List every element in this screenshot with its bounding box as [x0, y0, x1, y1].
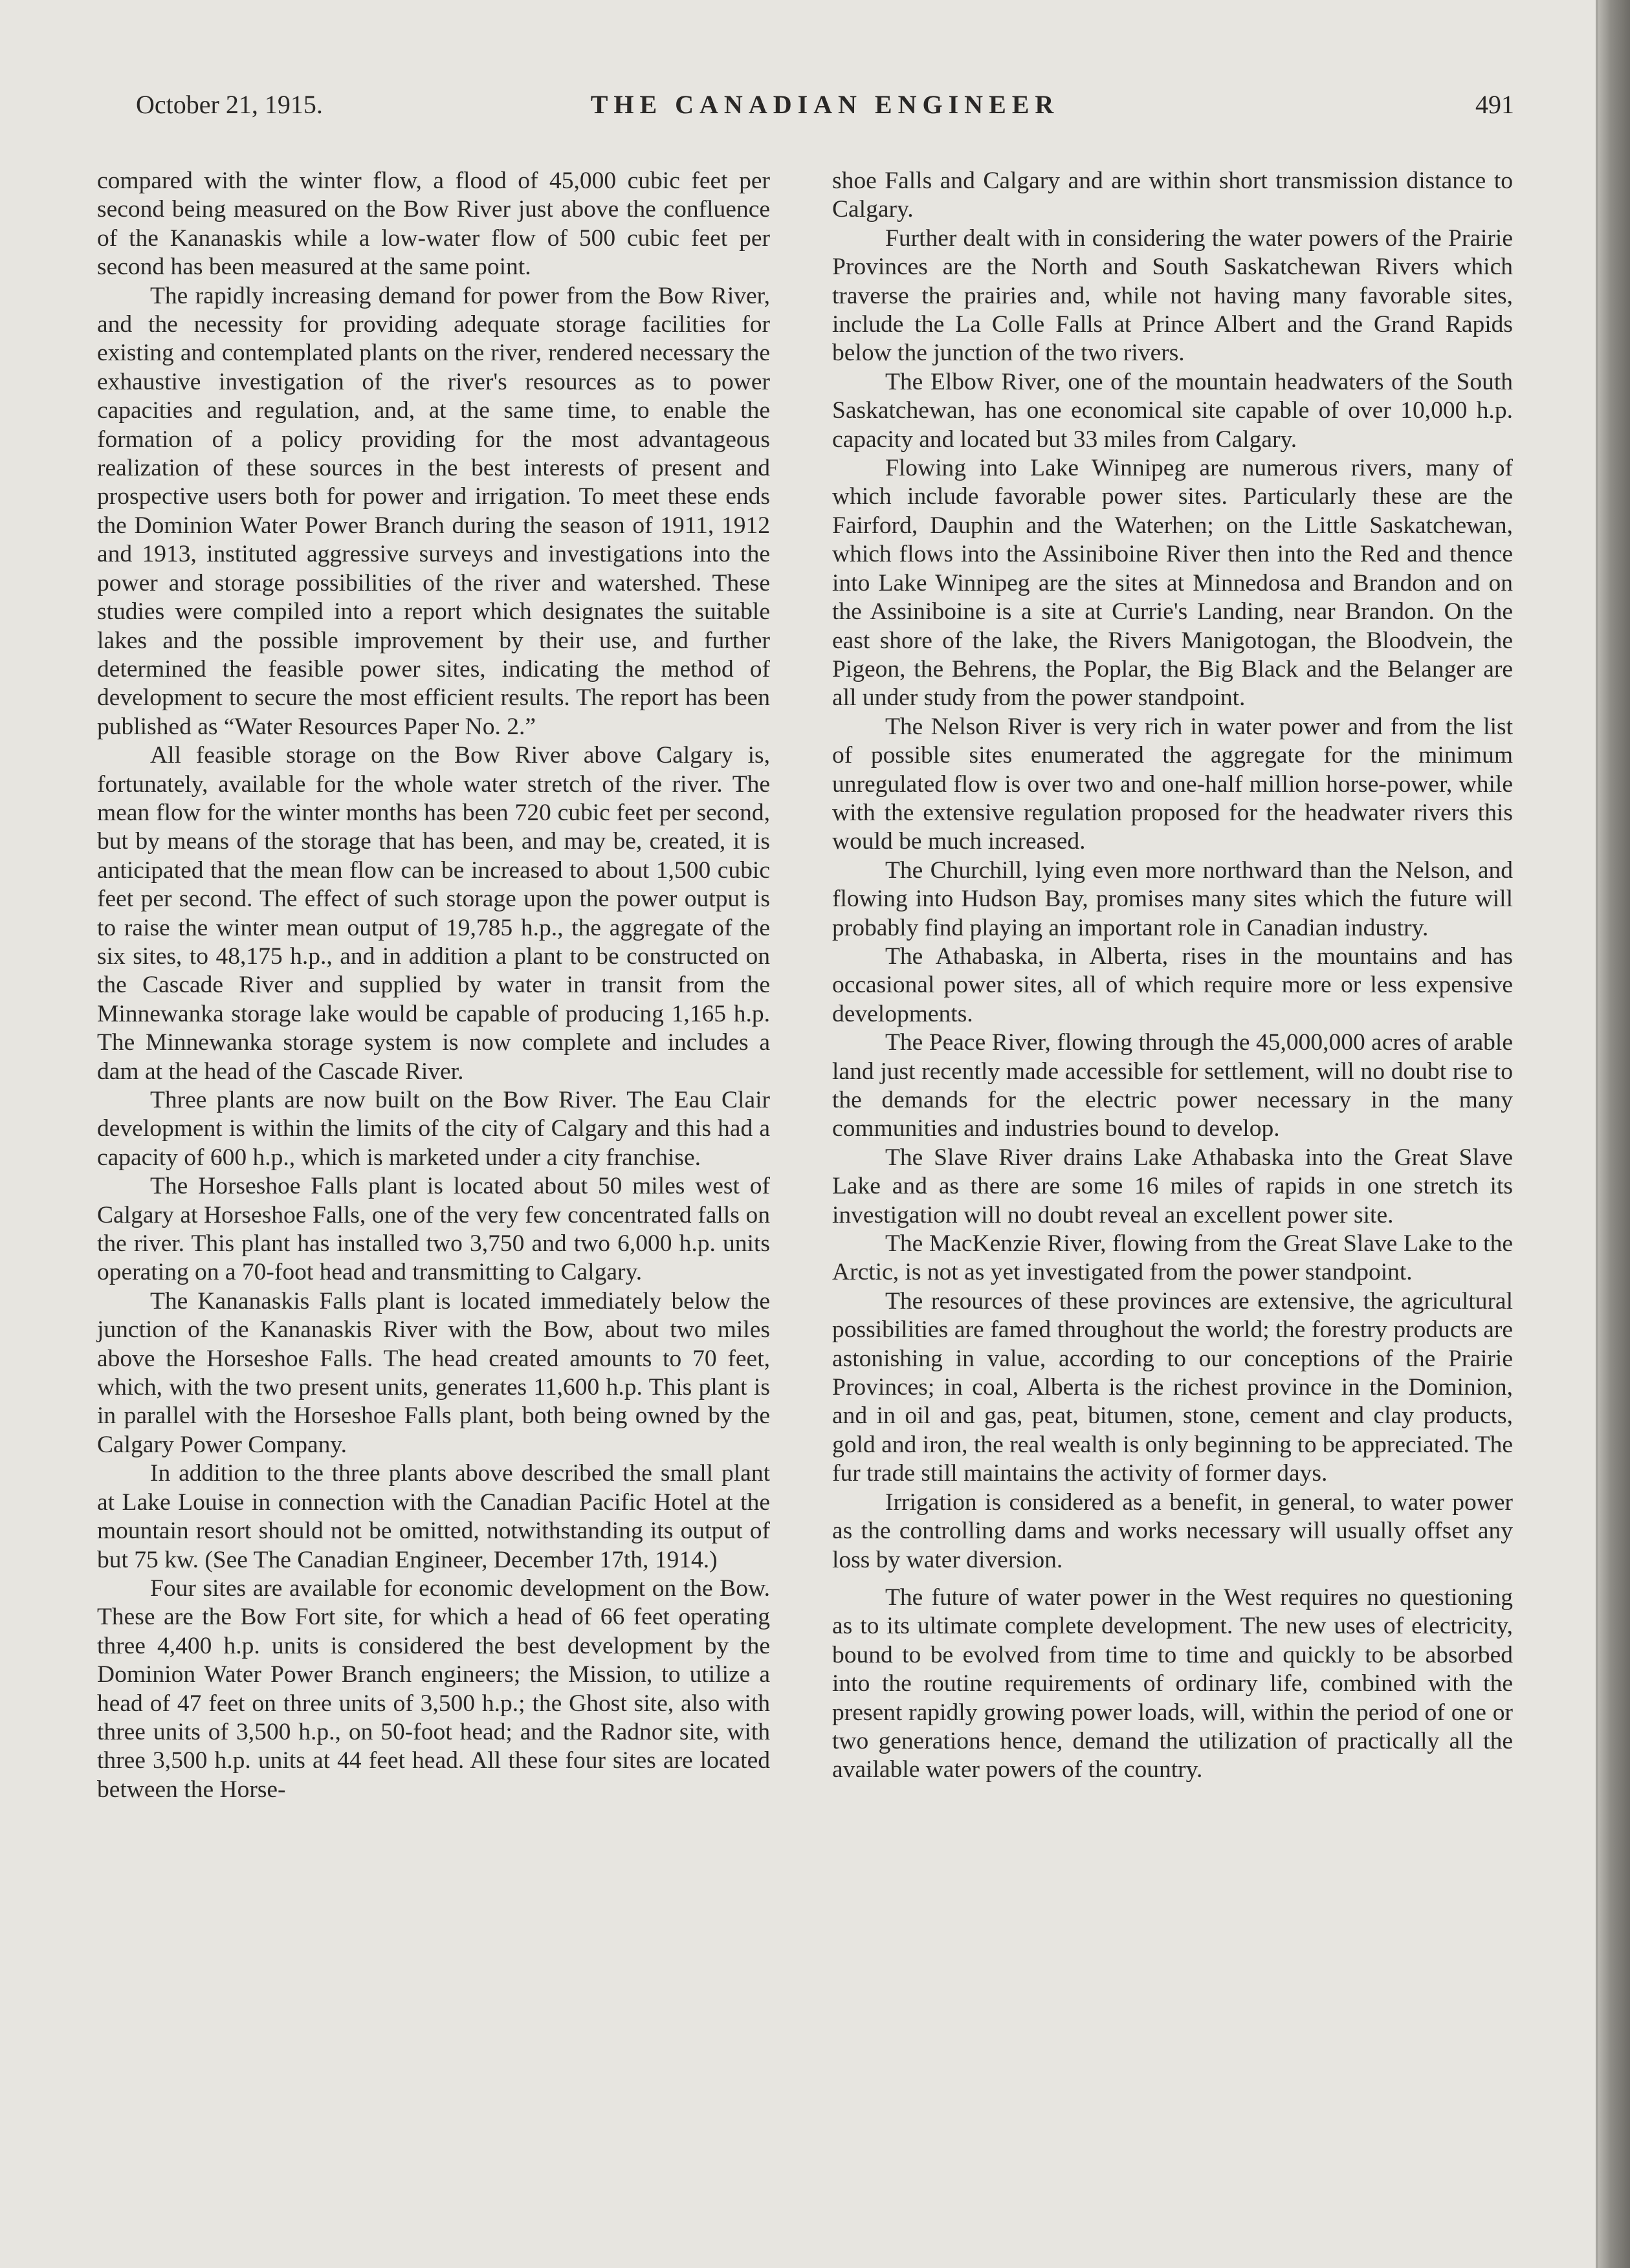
paragraph: The resources of these provinces are extensive, the agricultural possibilities are famed throughout the world; the forestry products are astonishing in value, according to our conceptions of the Prairie Provinces; in coal, Alberta is the richest province in the Dominion, and in oil and gas, peat, bitumen, stone, cement and clay products, gold and iron, the real wealth is only beginning to be appreciated. The fur trade still maintains the activity of former days. [832, 1287, 1513, 1487]
paragraph: compared with the winter flow, a flood of 45,000 cubic feet per second being measured on the Bow River just above the confluence of the Kananaskis while a low-water flow of 500 cubic feet per second has been measured at the same point. [97, 168, 770, 281]
paragraph: Irrigation is considered as a benefit, in general, to water power as the controlling dams and works necessary will usually offset any loss by water diversion. [832, 1488, 1513, 1573]
paragraph: The Peace River, flowing through the 45,000,000 acres of arable land just recently made accessible for settlement, will no doubt rise to the demands for the electric power necessary in the many communities and industries bound to develop. [832, 1029, 1513, 1142]
paragraph: Three plants are now built on the Bow River. The Eau Clair development is within the limits of the city of Calgary and this had a capacity of 600 h.p., which is marketed under a city franchise. [97, 1087, 770, 1171]
paragraph: In addition to the three plants above described the small plant at Lake Louise in connection with the Canadian Pacific Hotel at the mountain resort should not be omitted, notwithstanding its output of but 75 kw. (See The Canadian Engineer, December 17th, 1914.) [97, 1460, 770, 1573]
paragraph: The Horseshoe Falls plant is located about 50 miles west of Calgary at Horseshoe Falls, one of the very few concentrated falls on the river. This plant has installed two 3,750 and two 6,000 h.p. units operating on a 70-foot head and transmitting to Calgary. [97, 1173, 770, 1286]
paragraph: The future of water power in the West requires no questioning as to its ultimate complete development. The new uses of electricity, bound to be evolved from time to time and quickly to be absorbed into the routine requirements of ordinary life, combined with the present rapidly growing power loads, will, within the period of one or two generations hence, demand the utilization of practically all the available water powers of the country. [832, 1584, 1513, 1783]
paragraph: Flowing into Lake Winnipeg are numerous rivers, many of which include favorable power sites. Particularly these are the Fairford, Dauphin and the Waterhen; on the Little Saskatchewan, which flows into the Assiniboine River then into the Red and thence into Lake Winnipeg are the sites at Minnedosa and Brandon and on the Assiniboine is a site at Currie's Landing, near Brandon. On the east shore of the lake, the Rivers Manigotogan, the Bloodvein, the Pigeon, the Behrens, the Poplar, the Big Black and the Belanger are all under study from the power standpoint. [832, 455, 1513, 712]
running-header [136, 89, 1514, 128]
paragraph: The rapidly increasing demand for power from the Bow River, and the necessity for providing adequate storage facilities for existing and contemplated plants on the river, rendered necessary the exhaustive investigation of the river's resources as to power capacities and regulation, and, at the same time, to enable the formation of a policy providing for the most advantageous realization of these sources in the best interests of present and prospective users both for power and irrigation. To meet these ends the Dominion Water Power Branch during the season of 1911, 1912 and 1913, instituted aggressive surveys and investigations into the power and storage possibilities of the river and watershed. These studies were compiled into a report which designates the suitable lakes and the possible improvement by their use, and further determined the feasible power sites, indicating the method of development to secure the most efficient results. The report has been published as “Water Resources Paper No. 2.” [97, 282, 770, 740]
paragraph: Further dealt with in considering the water powers of the Prairie Provinces are the North and South Saskatchewan Rivers which traverse the prairies and, while not having many favorable sites, include the La Colle Falls at Prince Albert and the Grand Rapids below the junction of the two rivers. [832, 224, 1513, 367]
paragraph: The Nelson River is very rich in water power and from the list of possible sites enumerated the aggregate for the minimum unregulated flow is over two and one-half million horse-power, while with the extensive regulation proposed for the headwater rivers this would be much increased. [832, 713, 1513, 855]
paragraph: All feasible storage on the Bow River above Calgary is, fortunately, available for the whole water stretch of the river. The mean flow for the winter months has been 720 cubic feet per second, but by means of the storage that has been, and may be, created, it is anticipated that the mean flow can be increased to about 1,500 cubic feet per second. The effect of such storage upon the power output is to raise the winter mean output of 19,785 h.p., the aggregate of the six sites, to 48,175 h.p., and in addition a plant to be constructed on the Cascade River and supplied by water in transit from the Minnewanka storage lake would be capable of producing 1,165 h.p. The Minnewanka storage system is now complete and includes a dam at the head of the Cascade River. [97, 742, 770, 1085]
paragraph: The Slave River drains Lake Athabaska into the Great Slave Lake and as there are some 16 miles of rapids in one stretch its investigation will no doubt reveal an excellent power site. [832, 1144, 1513, 1228]
header-date: October 21, 1915. [136, 90, 323, 119]
paragraph: The Elbow River, one of the mountain headwaters of the South Saskatchewan, has one economical site capable of over 10,000 h.p. capacity and located but 33 miles from Calgary. [832, 368, 1513, 453]
paragraph: The Athabaska, in Alberta, rises in the mountains and has occasional power sites, all of which require more or less expensive developments. [832, 943, 1513, 1027]
paragraph: The MacKenzie River, flowing from the Great Slave Lake to the Arctic, is not as yet investigated from the power standpoint. [832, 1230, 1513, 1286]
page-edge-shadow [1598, 0, 1630, 2268]
paragraph: Four sites are available for economic development on the Bow. These are the Bow Fort site, for which a head of 66 feet operating three 4,400 h.p. units is considered the best development by the Dominion Water Power Branch engineers; the Mission, to utilize a head of 47 feet on three units of 3,500 h.p.; the Ghost site, also with three units of 3,500 h.p., on 50-foot head; and the Radnor site, with three 3,500 h.p. units at 44 feet head. All these four sites are located between the Horse- [97, 1575, 770, 1803]
page-number: 491 [1475, 90, 1514, 119]
paragraph: The Kananaskis Falls plant is located immediately below the junction of the Kananaskis River with the Bow, about two miles above the Horseshoe Falls. The head created amounts to 70 feet, which, with the two present units, generates 11,600 h.p. This plant is in parallel with the Horseshoe Falls plant, both being owned by the Calgary Power Company. [97, 1287, 770, 1458]
journal-title: THE CANADIAN ENGINEER [590, 90, 1060, 119]
right-column [832, 167, 1513, 1785]
paragraph: shoe Falls and Calgary and are within short transmission distance to Calgary. [832, 168, 1513, 223]
left-column [97, 167, 770, 1804]
paragraph: The Churchill, lying even more northward than the Nelson, and flowing into Hudson Bay, promises many sites which the future will probably find playing an important role in Canadian industry. [832, 856, 1513, 941]
